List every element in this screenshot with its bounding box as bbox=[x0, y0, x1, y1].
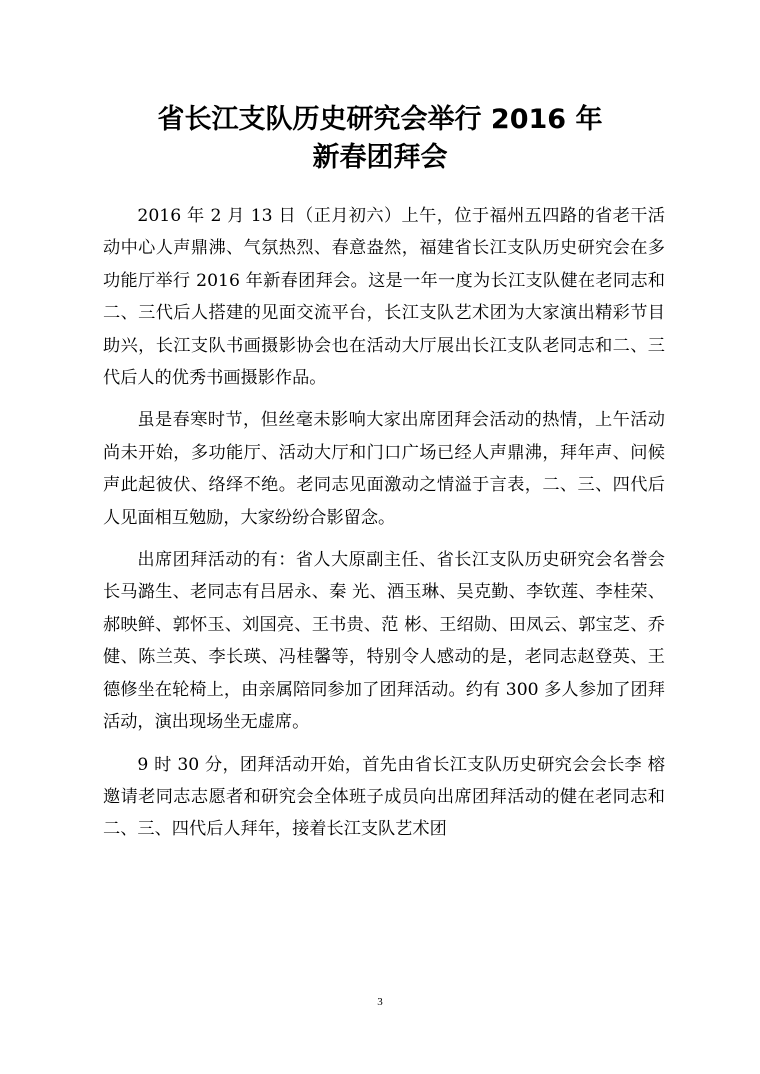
title-line-2: 新春团拜会 bbox=[312, 142, 448, 173]
paragraph-1: 2016 年 2 月 13 日（正月初六）上午，位于福州五四路的省老干活动中心人声鼎沸、气氛热烈、春意盎然，福建省长江支队历史研究会在多功能厅举行 2016 年新春团拜会。这是一年一度为长江支队健在老同志和二、三代后人搭建的见面交流平台，长江支队艺术团为大家演出精彩节目助兴，长江支队书画摄影协会也在活动大厅展出长江支队老同志和二、三代后人的优秀书画摄影作品。 bbox=[103, 206, 665, 389]
page-number: 3 bbox=[377, 996, 383, 1008]
paragraph-3: 出席团拜活动的有：省人大原副主任、省长江支队历史研究会名誉会长马潞生、老同志有吕居永、秦 光、酒玉琳、吴克勤、李钦莲、李桂荣、郝映鲜、郭怀玉、刘国亮、王书贵、范 彬、王绍勋、田凤云、郭宝芝、乔 健、陈兰英、李长瑛、冯桂馨等，特别令人感动的是，老同志赵登英、王德修坐在轮椅上，由亲属陪同参加了团拜活动。约有 300 多人参加了团拜活动，演出现场坐无虚席。 bbox=[103, 550, 665, 733]
title-line-1: 省长江支队历史研究会举行 2016 年 bbox=[157, 104, 603, 135]
article-body bbox=[103, 200, 665, 856]
paragraph-2: 虽是春寒时节，但丝毫未影响大家出席团拜会活动的热情，上午活动尚未开始，多功能厅、活动大厅和门口广场已经人声鼎沸，拜年声、问候声此起彼伏、络绎不绝。老同志见面激动之情溢于言表，二、三、四代后人见面相互勉励，大家纷纷合影留念。 bbox=[103, 410, 665, 528]
paragraph-4: 9 时 30 分，团拜活动开始，首先由省长江支队历史研究会会长李 榕邀请老同志志愿者和研究会全体班子成员向出席团拜活动的健在老同志和二、三、四代后人拜年，接着长江支队艺术团 bbox=[103, 754, 665, 840]
